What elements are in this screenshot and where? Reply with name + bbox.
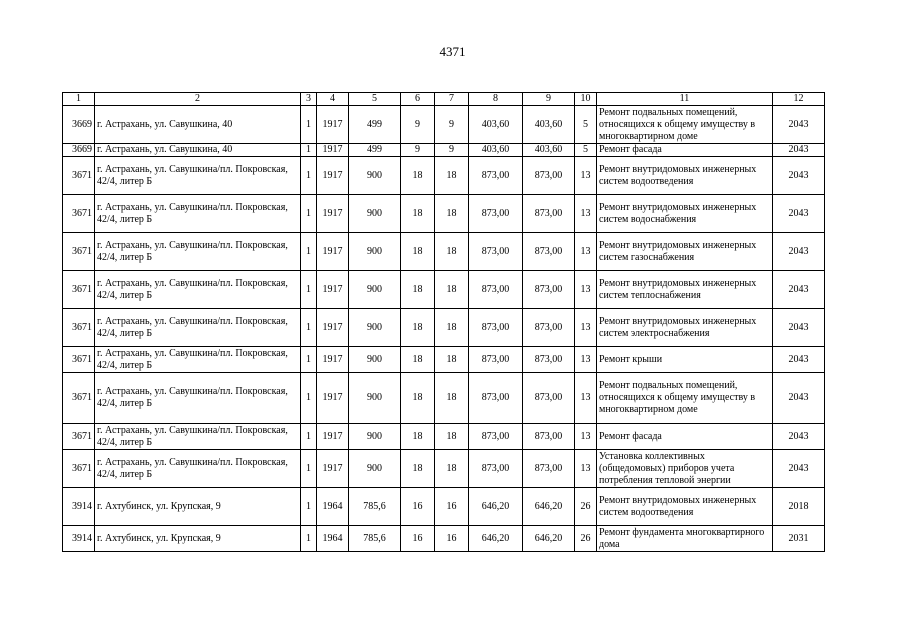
cell-col3: 1 (301, 106, 317, 144)
cell-year: 1917 (317, 157, 349, 195)
cell-address: г. Астрахань, ул. Савушкина/пл. Покровская, 42/4, литер Б (95, 347, 301, 373)
cell-address: г. Астрахань, ул. Савушкина/пл. Покровская, 42/4, литер Б (95, 195, 301, 233)
cell-end-year: 2043 (773, 347, 825, 373)
cell-col6: 16 (401, 526, 435, 552)
column-number-row (63, 93, 825, 106)
cell-area: 900 (349, 424, 401, 450)
cell-col7: 18 (435, 271, 469, 309)
cell-work: Ремонт подвальных помещений, относящихся к общему имуществу в многоквартирном доме (597, 373, 773, 424)
cell-id: 3914 (63, 488, 95, 526)
cell-area: 900 (349, 450, 401, 488)
cell-col8: 873,00 (469, 195, 523, 233)
cell-area: 499 (349, 144, 401, 157)
cell-col7: 18 (435, 309, 469, 347)
cell-col10: 13 (575, 309, 597, 347)
table-row (63, 195, 825, 233)
cell-col3: 1 (301, 373, 317, 424)
cell-address: г. Астрахань, ул. Савушкина, 40 (95, 144, 301, 157)
cell-year: 1917 (317, 309, 349, 347)
column-number: 3 (301, 93, 317, 106)
column-number: 7 (435, 93, 469, 106)
table-row (63, 309, 825, 347)
column-number: 11 (597, 93, 773, 106)
cell-col3: 1 (301, 195, 317, 233)
cell-end-year: 2043 (773, 373, 825, 424)
cell-col7: 18 (435, 347, 469, 373)
cell-col6: 18 (401, 271, 435, 309)
cell-col6: 18 (401, 309, 435, 347)
cell-col7: 16 (435, 526, 469, 552)
table-row (63, 233, 825, 271)
cell-col6: 18 (401, 195, 435, 233)
cell-area: 785,6 (349, 526, 401, 552)
cell-col9: 646,20 (523, 488, 575, 526)
cell-address: г. Ахтубинск, ул. Крупская, 9 (95, 488, 301, 526)
cell-col8: 873,00 (469, 424, 523, 450)
cell-col9: 873,00 (523, 373, 575, 424)
cell-work: Ремонт фундамента многоквартирного дома (597, 526, 773, 552)
cell-col3: 1 (301, 309, 317, 347)
cell-area: 900 (349, 373, 401, 424)
column-number: 9 (523, 93, 575, 106)
cell-end-year: 2043 (773, 144, 825, 157)
cell-area: 499 (349, 106, 401, 144)
cell-area: 900 (349, 157, 401, 195)
column-number: 12 (773, 93, 825, 106)
cell-year: 1917 (317, 195, 349, 233)
cell-work: Ремонт внутридомовых инженерных систем водоотведения (597, 488, 773, 526)
cell-area: 785,6 (349, 488, 401, 526)
table-row (63, 106, 825, 144)
cell-col6: 16 (401, 488, 435, 526)
cell-area: 900 (349, 195, 401, 233)
cell-col9: 403,60 (523, 106, 575, 144)
cell-id: 3671 (63, 309, 95, 347)
cell-id: 3914 (63, 526, 95, 552)
cell-col8: 873,00 (469, 271, 523, 309)
cell-col10: 5 (575, 106, 597, 144)
cell-end-year: 2043 (773, 424, 825, 450)
cell-work: Ремонт фасада (597, 424, 773, 450)
cell-col8: 873,00 (469, 157, 523, 195)
column-number: 4 (317, 93, 349, 106)
cell-col8: 646,20 (469, 526, 523, 552)
cell-end-year: 2043 (773, 450, 825, 488)
cell-address: г. Астрахань, ул. Савушкина/пл. Покровская, 42/4, литер Б (95, 450, 301, 488)
cell-end-year: 2043 (773, 106, 825, 144)
cell-col8: 873,00 (469, 233, 523, 271)
cell-col3: 1 (301, 233, 317, 271)
cell-col8: 873,00 (469, 309, 523, 347)
cell-col7: 9 (435, 144, 469, 157)
table-body (63, 93, 825, 552)
cell-col10: 5 (575, 144, 597, 157)
cell-area: 900 (349, 347, 401, 373)
cell-address: г. Астрахань, ул. Савушкина/пл. Покровская, 42/4, литер Б (95, 373, 301, 424)
column-number: 6 (401, 93, 435, 106)
cell-end-year: 2031 (773, 526, 825, 552)
table-row (63, 144, 825, 157)
cell-col8: 873,00 (469, 373, 523, 424)
cell-col6: 18 (401, 373, 435, 424)
cell-area: 900 (349, 271, 401, 309)
cell-year: 1964 (317, 526, 349, 552)
cell-col3: 1 (301, 424, 317, 450)
cell-col3: 1 (301, 450, 317, 488)
cell-col3: 1 (301, 347, 317, 373)
table-row (63, 347, 825, 373)
table-row (63, 450, 825, 488)
cell-col7: 18 (435, 233, 469, 271)
cell-col7: 9 (435, 106, 469, 144)
column-number: 1 (63, 93, 95, 106)
cell-address: г. Астрахань, ул. Савушкина/пл. Покровская, 42/4, литер Б (95, 424, 301, 450)
cell-id: 3671 (63, 450, 95, 488)
column-number: 2 (95, 93, 301, 106)
cell-col9: 646,20 (523, 526, 575, 552)
cell-col10: 13 (575, 233, 597, 271)
cell-end-year: 2043 (773, 271, 825, 309)
cell-address: г. Астрахань, ул. Савушкина/пл. Покровская, 42/4, литер Б (95, 233, 301, 271)
cell-work: Ремонт внутридомовых инженерных систем водоотведения (597, 157, 773, 195)
table-row (63, 271, 825, 309)
cell-col9: 873,00 (523, 347, 575, 373)
cell-work: Ремонт внутридомовых инженерных систем теплоснабжения (597, 271, 773, 309)
cell-year: 1917 (317, 347, 349, 373)
cell-year: 1917 (317, 106, 349, 144)
cell-year: 1917 (317, 233, 349, 271)
cell-id: 3669 (63, 106, 95, 144)
cell-col10: 13 (575, 157, 597, 195)
cell-id: 3671 (63, 271, 95, 309)
cell-col3: 1 (301, 488, 317, 526)
cell-col7: 18 (435, 424, 469, 450)
cell-col9: 873,00 (523, 233, 575, 271)
cell-col6: 9 (401, 106, 435, 144)
cell-col6: 18 (401, 233, 435, 271)
cell-col10: 13 (575, 195, 597, 233)
cell-col10: 13 (575, 373, 597, 424)
cell-address: г. Астрахань, ул. Савушкина/пл. Покровская, 42/4, литер Б (95, 309, 301, 347)
table-row (63, 157, 825, 195)
cell-address: г. Ахтубинск, ул. Крупская, 9 (95, 526, 301, 552)
table-row (63, 373, 825, 424)
cell-address: г. Астрахань, ул. Савушкина/пл. Покровская, 42/4, литер Б (95, 157, 301, 195)
cell-col10: 13 (575, 271, 597, 309)
cell-col10: 13 (575, 450, 597, 488)
cell-area: 900 (349, 309, 401, 347)
cell-col9: 873,00 (523, 271, 575, 309)
cell-col10: 13 (575, 347, 597, 373)
cell-address: г. Астрахань, ул. Савушкина, 40 (95, 106, 301, 144)
cell-work: Ремонт внутридомовых инженерных систем газоснабжения (597, 233, 773, 271)
cell-col6: 18 (401, 157, 435, 195)
cell-work: Установка коллективных (общедомовых) приборов учета потребления тепловой энергии (597, 450, 773, 488)
cell-col6: 18 (401, 424, 435, 450)
cell-col10: 26 (575, 526, 597, 552)
cell-id: 3669 (63, 144, 95, 157)
cell-work: Ремонт крыши (597, 347, 773, 373)
cell-col8: 646,20 (469, 488, 523, 526)
cell-col6: 18 (401, 347, 435, 373)
cell-address: г. Астрахань, ул. Савушкина/пл. Покровская, 42/4, литер Б (95, 271, 301, 309)
column-number: 5 (349, 93, 401, 106)
cell-col3: 1 (301, 526, 317, 552)
page-number: 4371 (439, 44, 466, 59)
table-row (63, 488, 825, 526)
cell-col6: 18 (401, 450, 435, 488)
cell-id: 3671 (63, 424, 95, 450)
cell-end-year: 2018 (773, 488, 825, 526)
cell-col3: 1 (301, 157, 317, 195)
cell-col10: 13 (575, 424, 597, 450)
cell-area: 900 (349, 233, 401, 271)
cell-col9: 873,00 (523, 309, 575, 347)
cell-col7: 18 (435, 195, 469, 233)
cell-end-year: 2043 (773, 309, 825, 347)
cell-id: 3671 (63, 373, 95, 424)
cell-id: 3671 (63, 157, 95, 195)
cell-end-year: 2043 (773, 157, 825, 195)
register-table (62, 92, 825, 552)
cell-end-year: 2043 (773, 233, 825, 271)
cell-work: Ремонт фасада (597, 144, 773, 157)
cell-col9: 873,00 (523, 450, 575, 488)
cell-id: 3671 (63, 233, 95, 271)
cell-work: Ремонт подвальных помещений, относящихся к общему имуществу в многоквартирном доме (597, 106, 773, 144)
cell-col9: 403,60 (523, 144, 575, 157)
cell-col10: 26 (575, 488, 597, 526)
cell-col8: 403,60 (469, 106, 523, 144)
cell-year: 1917 (317, 144, 349, 157)
cell-col7: 18 (435, 157, 469, 195)
cell-col9: 873,00 (523, 157, 575, 195)
cell-year: 1964 (317, 488, 349, 526)
cell-year: 1917 (317, 271, 349, 309)
cell-year: 1917 (317, 424, 349, 450)
column-number: 8 (469, 93, 523, 106)
table-row (63, 526, 825, 552)
cell-col7: 16 (435, 488, 469, 526)
cell-col8: 873,00 (469, 347, 523, 373)
cell-col6: 9 (401, 144, 435, 157)
cell-year: 1917 (317, 450, 349, 488)
cell-col8: 403,60 (469, 144, 523, 157)
cell-col9: 873,00 (523, 195, 575, 233)
cell-end-year: 2043 (773, 195, 825, 233)
column-number: 10 (575, 93, 597, 106)
cell-col3: 1 (301, 271, 317, 309)
cell-id: 3671 (63, 347, 95, 373)
cell-work: Ремонт внутридомовых инженерных систем водоснабжения (597, 195, 773, 233)
cell-work: Ремонт внутридомовых инженерных систем электроснабжения (597, 309, 773, 347)
cell-col7: 18 (435, 450, 469, 488)
cell-year: 1917 (317, 373, 349, 424)
table-row (63, 424, 825, 450)
cell-id: 3671 (63, 195, 95, 233)
cell-col9: 873,00 (523, 424, 575, 450)
cell-col3: 1 (301, 144, 317, 157)
cell-col8: 873,00 (469, 450, 523, 488)
cell-col7: 18 (435, 373, 469, 424)
